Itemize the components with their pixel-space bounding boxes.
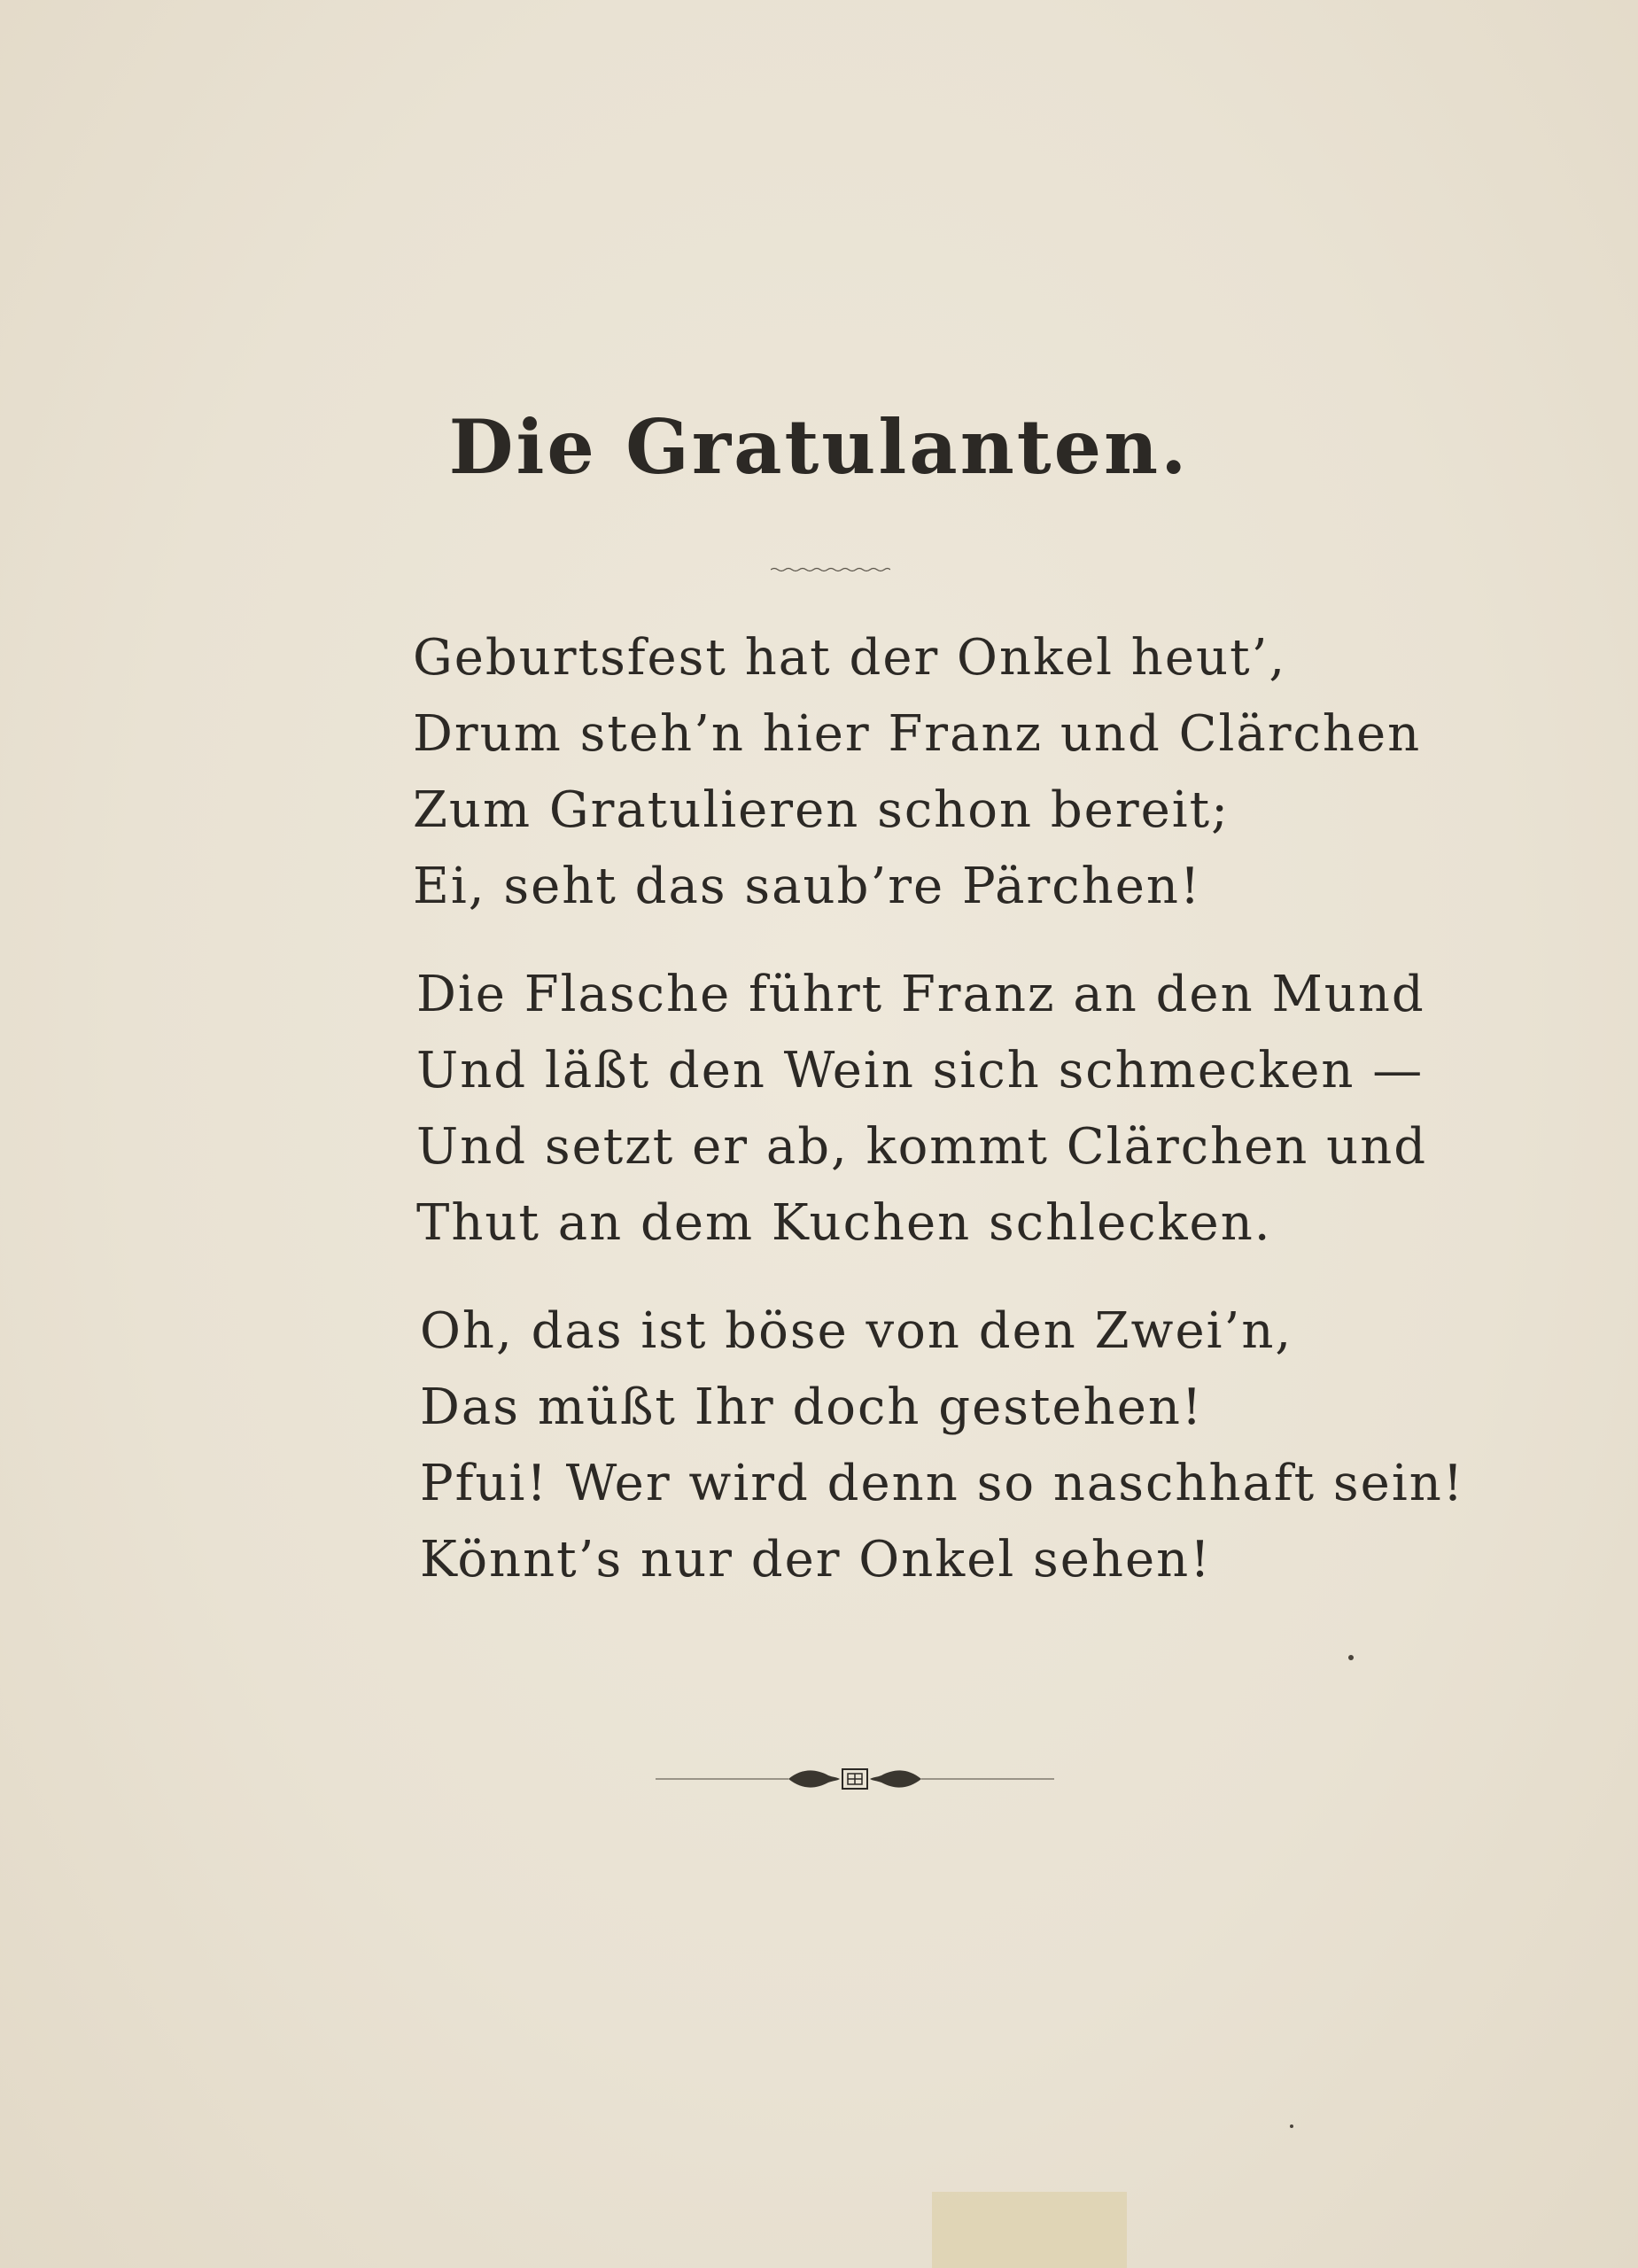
verse-line: Und setzt er ab, kommt Clärchen und <box>416 1118 1428 1176</box>
verse-line: Pfui! Wer wird denn so naschhaft sein! <box>420 1455 1465 1512</box>
verse-line: Das müßt Ihr doch gestehen! <box>420 1379 1204 1436</box>
verse-line: Ei, seht das saub’re Pärchen! <box>413 858 1202 915</box>
end-ornament-icon <box>656 1761 1054 1797</box>
stanza-1 <box>413 620 1422 925</box>
verse-line: Zum Gratulieren schon bereit; <box>413 781 1230 839</box>
poem-body <box>413 620 1465 1630</box>
poem-title: Die Gratulanten. <box>448 403 1190 491</box>
verse-line: Thut an dem Kuchen schlecken. <box>416 1194 1272 1252</box>
verse-line: Und läßt den Wein sich schmecken — <box>416 1042 1425 1099</box>
verse-line: Geburtsfest hat der Onkel heut’, <box>413 629 1287 687</box>
verse-line: Oh, das ist böse von den Zwei’n, <box>420 1302 1293 1360</box>
stanza-2 <box>416 957 1428 1262</box>
stanza-3 <box>420 1293 1465 1598</box>
paper-speck <box>1290 2124 1293 2128</box>
title-divider <box>771 567 890 572</box>
verse-line: Die Flasche führt Franz an den Mund <box>416 966 1425 1023</box>
verse-line: Drum steh’n hier Franz und Clärchen <box>413 705 1422 763</box>
tape-remnant <box>932 2192 1127 2268</box>
paper-speck <box>1348 1655 1354 1660</box>
verse-line: Könnt’s nur der Onkel sehen! <box>420 1531 1212 1588</box>
